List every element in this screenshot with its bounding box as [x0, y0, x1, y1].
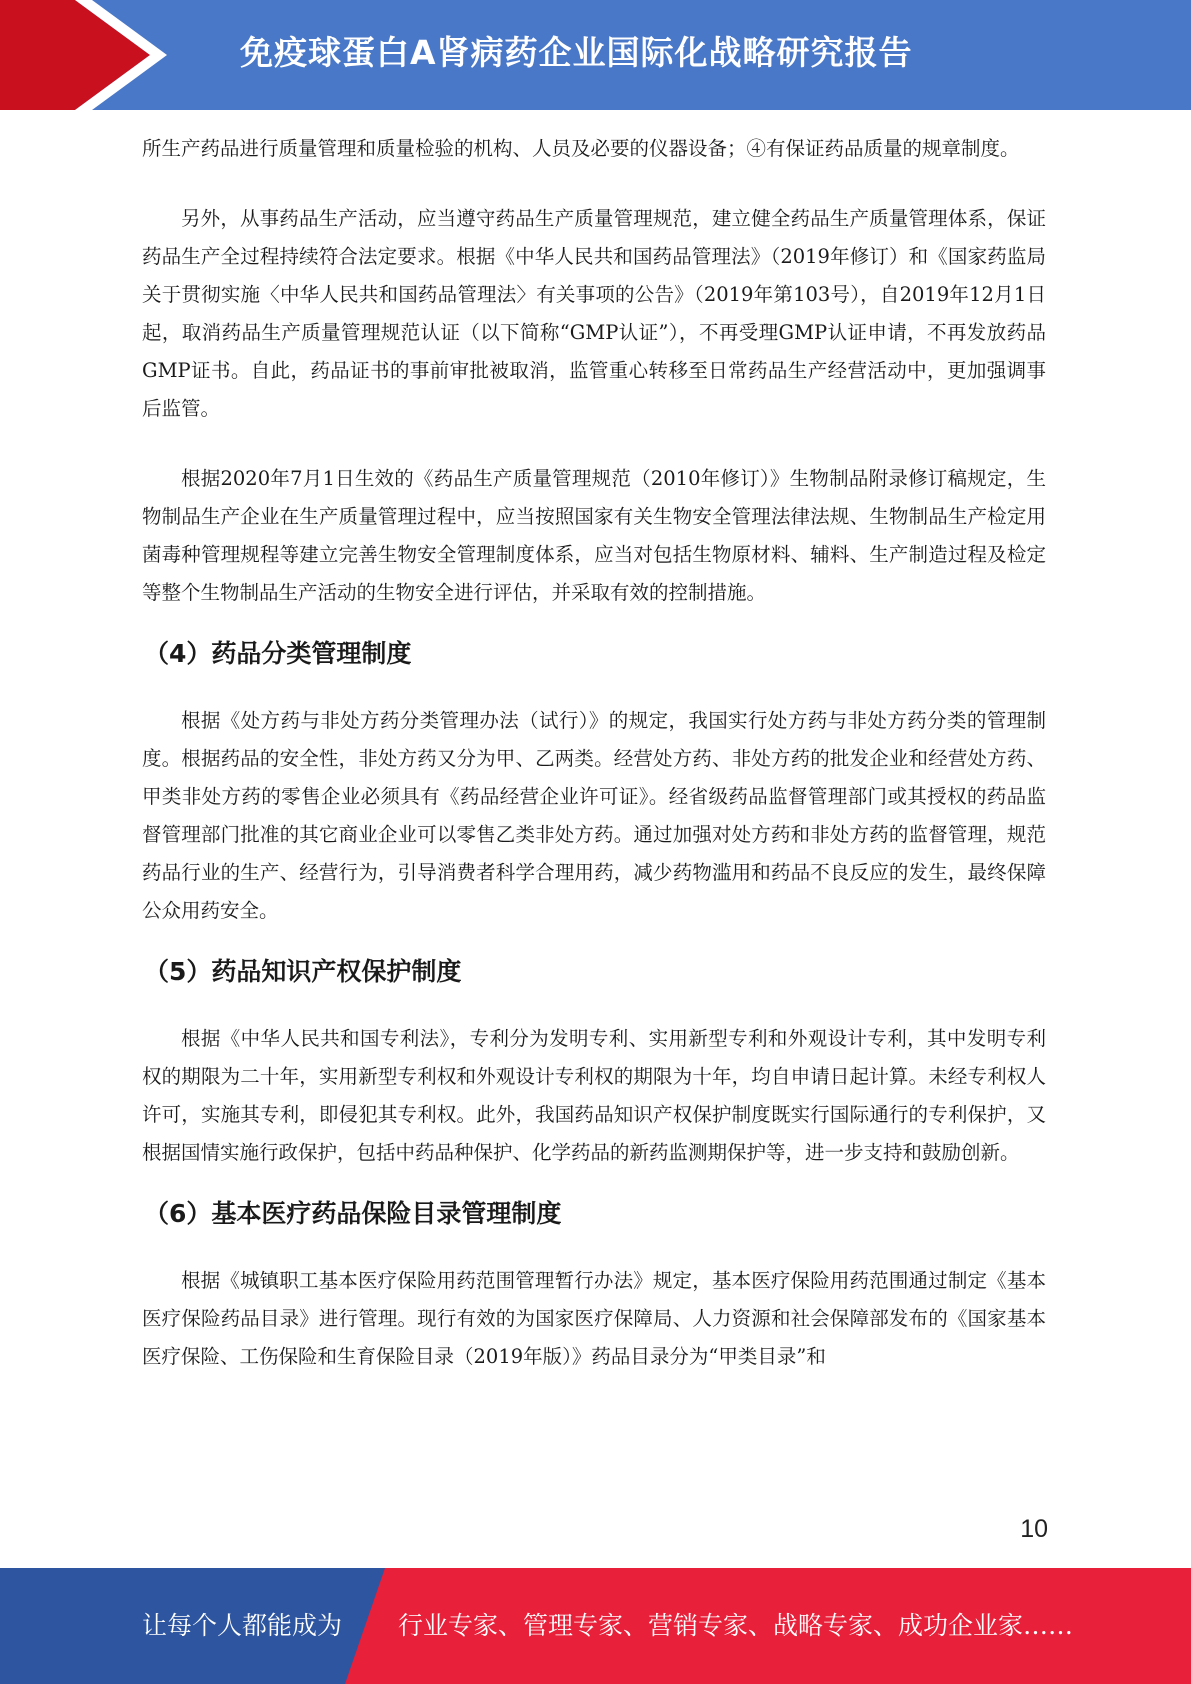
footer-slogan-right: 行业专家、管理专家、营销专家、战略专家、成功企业家……: [398, 1611, 1074, 1640]
page-header: [0, 0, 1191, 110]
footer-slogan-left: 让每个人都能成为: [142, 1611, 343, 1640]
paragraph: 根据《城镇职工基本医疗保险用药范围管理暂行办法》规定，基本医疗保险用药范围通过制定《基本医疗保险药品目录》进行管理。现行有效的为国家医疗保障局、人力资源和社会保障部发布的《国家基本医疗保险、工伤保险和生育保险目录（2019年版）》药品目录分为“甲类目录”和: [142, 1269, 1046, 1368]
section-heading: （4）药品分类管理制度: [144, 639, 412, 668]
paragraph: 根据《处方药与非处方药分类管理办法（试行）》的规定，我国实行处方药与非处方药分类的管理制度。根据药品的安全性，非处方药又分为甲、乙两类。经营处方药、非处方药的批发企业和经营处方药、甲类非处方药的零售企业必须具有《药品经营企业许可证》。经省级药品监督管理部门或其授权的药品监督管理部门批准的其它商业企业可以零售乙类非处方药。通过加强对处方药和非处方药的监督管理，规范药品行业的生产、经营行为，引导消费者科学合理用药，减少药物滥用和药品不良反应的发生，最终保障公众用药安全。: [142, 709, 1046, 922]
paragraph: 根据2020年7月1日生效的《药品生产质量管理规范（2010年修订）》生物制品附录修订稿规定，生物制品生产企业在生产质量管理过程中，应当按照国家有关生物安全管理法律法规、生物制品生产检定用菌毒种管理规程等建立完善生物安全管理制度体系，应当对包括生物原材料、辅料、生产制造过程及检定等整个生物制品生产活动的生物安全进行评估，并采取有效的控制措施。: [142, 467, 1046, 604]
header-chevron-icon: [0, 0, 170, 110]
paragraph: 所生产药品进行质量管理和质量检验的机构、人员及必要的仪器设备；④有保证药品质量的规章制度。: [142, 137, 1020, 160]
paragraph: 另外，从事药品生产活动，应当遵守药品生产质量管理规范，建立健全药品生产质量管理体系，保证药品生产全过程持续符合法定要求。根据《中华人民共和国药品管理法》（2019年修订）和《国家药监局关于贯彻实施〈中华人民共和国药品管理法〉有关事项的公告》（2019年第103号），自2019年12月1日起，取消药品生产质量管理规范认证（以下简称“GMP认证”），不再受理GMP认证申请，不再发放药品GMP证书。自此，药品证书的事前审批被取消，监管重心转移至日常药品生产经营活动中，更加强调事后监管。: [142, 207, 1046, 420]
page-footer: [0, 1568, 1191, 1684]
document-body: [142, 130, 1046, 1376]
report-title: 免疫球蛋白A肾病药企业国际化战略研究报告: [240, 33, 913, 72]
page-number: 10: [1020, 1515, 1048, 1543]
section-heading: （5）药品知识产权保护制度: [144, 957, 462, 986]
section-heading: （6）基本医疗药品保险目录管理制度: [144, 1199, 562, 1228]
paragraph: 根据《中华人民共和国专利法》，专利分为发明专利、实用新型专利和外观设计专利，其中发明专利权的期限为二十年，实用新型专利权和外观设计专利权的期限为十年，均自申请日起计算。未经专利权人许可，实施其专利，即侵犯其专利权。此外，我国药品知识产权保护制度既实行国际通行的专利保护，又根据国情实施行政保护，包括中药品种保护、化学药品的新药监测期保护等，进一步支持和鼓励创新。: [142, 1027, 1046, 1164]
